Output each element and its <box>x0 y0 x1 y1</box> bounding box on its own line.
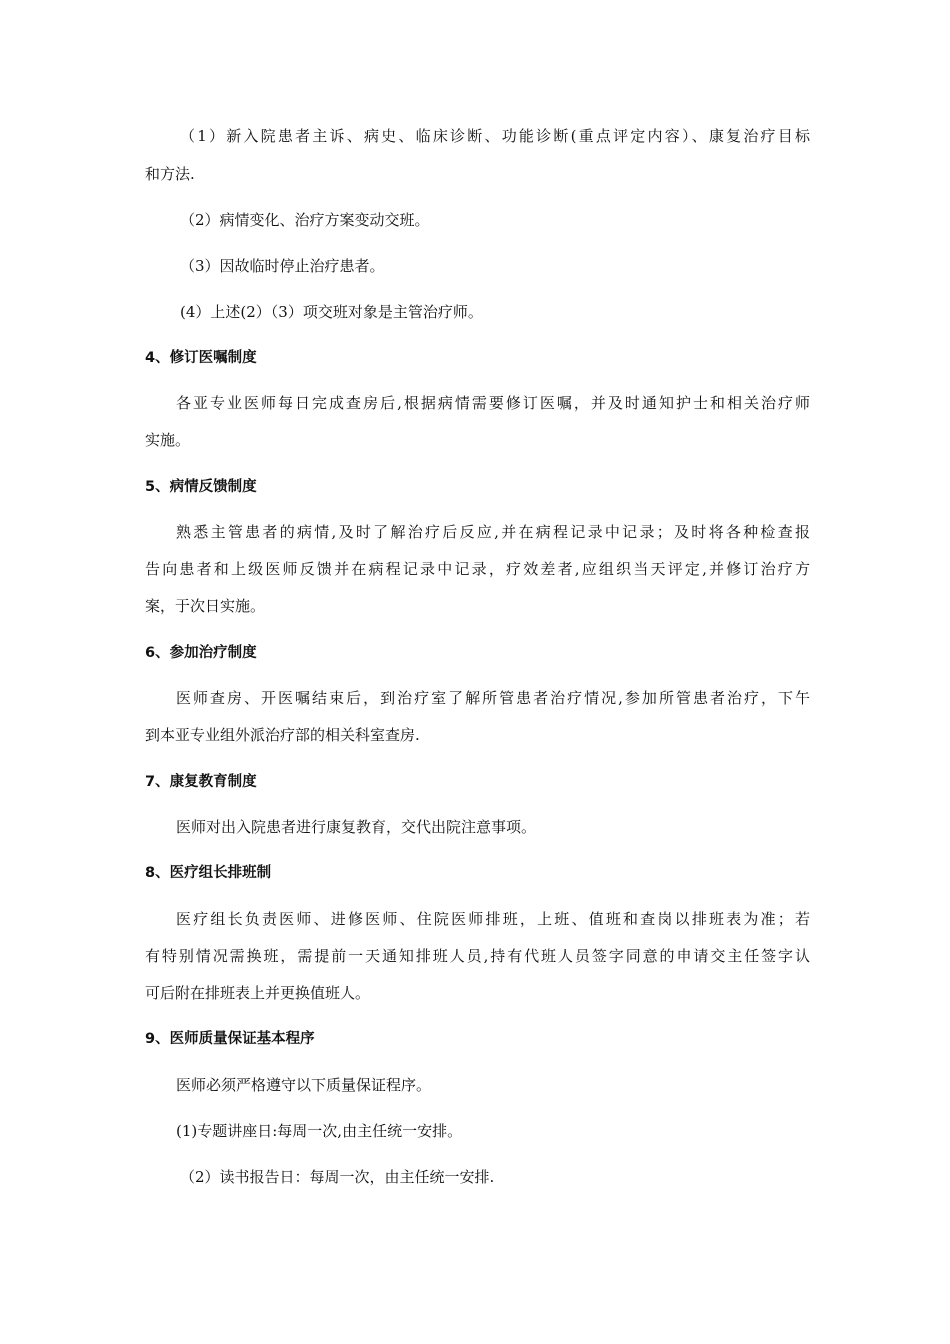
paragraph-line: （1）新入院患者主诉、病史、临床诊断、功能诊断(重点评定内容）、康复治疗目标 <box>180 127 810 145</box>
paragraph-line: (4）上述(2）（3）项交班对象是主管治疗师。 <box>180 303 483 321</box>
paragraph-line: 有特别情况需换班，需提前一天通知排班人员,持有代班人员签字同意的申请交主任签字认 <box>145 947 810 965</box>
paragraph-line: (1)专题讲座日:每周一次,由主任统一安排。 <box>176 1122 463 1140</box>
paragraph-line: 和方法. <box>145 165 195 183</box>
section-heading: 4、修订医嘱制度 <box>145 350 257 366</box>
section-heading: 8、医疗组长排班制 <box>145 865 272 881</box>
paragraph-line: 到本亚专业组外派治疗部的相关科室查房. <box>145 726 420 744</box>
paragraph-line: 医师必须严格遵守以下质量保证程序。 <box>176 1076 432 1094</box>
paragraph-line: 医师对出入院患者进行康复教育，交代出院注意事项。 <box>176 818 537 836</box>
section-heading: 9、医师质量保证基本程序 <box>145 1031 315 1047</box>
paragraph-line: 医师查房、开医嘱结束后，到治疗室了解所管患者治疗情况,参加所管患者治疗，下午 <box>176 689 810 707</box>
paragraph-line: 实施。 <box>145 431 191 449</box>
section-heading: 5、病情反馈制度 <box>145 479 257 495</box>
paragraph-line: 告向患者和上级医师反馈并在病程记录中记录，疗效差者,应组织当天评定,并修订治疗方 <box>145 560 810 578</box>
section-heading: 7、康复教育制度 <box>145 774 257 790</box>
paragraph-line: （2）读书报告日：每周一次，由主任统一安排. <box>180 1168 495 1186</box>
paragraph-line: 医疗组长负责医师、进修医师、住院医师排班，上班、值班和查岗以排班表为准；若 <box>176 910 810 928</box>
paragraph-line: 案，于次日实施。 <box>145 597 266 615</box>
paragraph-line: 熟悉主管患者的病情,及时了解治疗后反应,并在病程记录中记录；及时将各种检查报 <box>176 523 810 541</box>
paragraph-line: （2）病情变化、治疗方案变动交班。 <box>180 211 430 229</box>
section-heading: 6、参加治疗制度 <box>145 645 257 661</box>
paragraph-line: （3）因故临时停止治疗患者。 <box>180 257 385 275</box>
paragraph-line: 可后附在排班表上并更换值班人。 <box>145 984 371 1002</box>
paragraph-line: 各亚专业医师每日完成查房后,根据病情需要修订医嘱，并及时通知护士和相关治疗师 <box>176 394 810 412</box>
